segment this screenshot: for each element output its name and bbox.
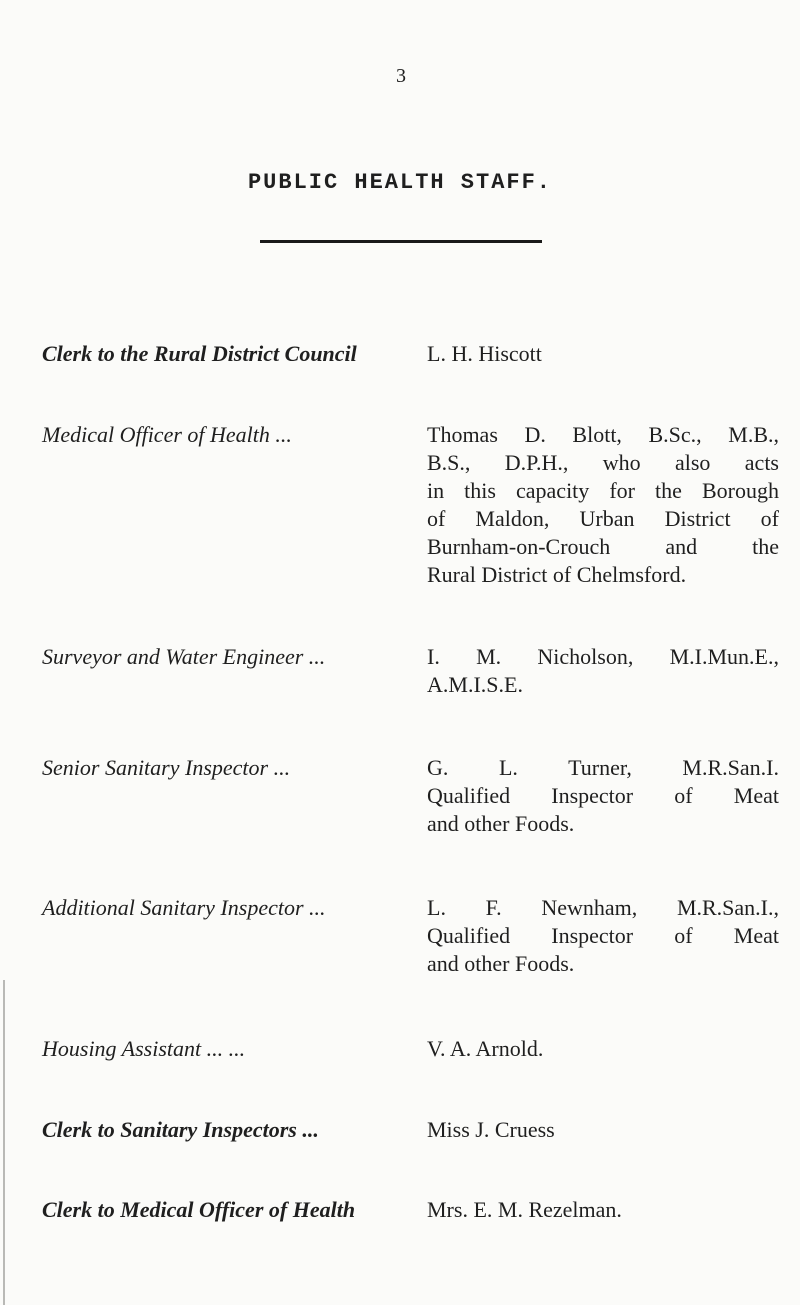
page-number: 3 bbox=[396, 65, 406, 87]
role-label: Surveyor and Water Engineer ... bbox=[42, 644, 326, 669]
role-label: Housing Assistant ... ... bbox=[42, 1036, 246, 1061]
role-label: Clerk to Medical Officer of Health bbox=[42, 1197, 356, 1222]
holder-name bbox=[427, 894, 779, 978]
holder-line: Rural District of Chelmsford. bbox=[427, 562, 687, 587]
holder-name bbox=[427, 1035, 779, 1063]
holder-line: and other Foods. bbox=[427, 811, 575, 836]
holder-line: Burnham-on-Crouch and the bbox=[427, 534, 779, 559]
holder-line: of Maldon, Urban District of bbox=[427, 506, 779, 531]
holder-line: and other Foods. bbox=[427, 951, 575, 976]
holder-name bbox=[427, 643, 779, 699]
page-title: PUBLIC HEALTH STAFF. bbox=[247, 170, 553, 195]
holder-name bbox=[427, 421, 779, 589]
role-label: Clerk to Sanitary Inspectors ... bbox=[42, 1117, 319, 1142]
role-label: Clerk to the Rural District Council bbox=[42, 341, 357, 366]
holder-name bbox=[427, 340, 779, 368]
holder-line: Qualified Inspector of Meat bbox=[427, 923, 779, 948]
holder-line: I. M. Nicholson, M.I.Mun.E., bbox=[427, 644, 779, 669]
holder-name bbox=[427, 1196, 779, 1224]
holder-line: Miss J. Cruess bbox=[427, 1117, 555, 1142]
holder-line: Thomas D. Blott, B.Sc., M.B., bbox=[427, 422, 779, 447]
holder-line: V. A. Arnold. bbox=[427, 1036, 544, 1061]
page-edge-shadow bbox=[3, 980, 5, 1305]
holder-line: A.M.I.S.E. bbox=[427, 672, 523, 697]
holder-line: B.S., D.P.H., who also acts bbox=[427, 450, 779, 475]
role-label: Additional Sanitary Inspector ... bbox=[42, 895, 326, 920]
holder-line: L. H. Hiscott bbox=[427, 341, 542, 366]
holder-line: L. F. Newnham, M.R.San.I., bbox=[427, 895, 779, 920]
holder-line: Qualified Inspector of Meat bbox=[427, 783, 779, 808]
role-label: Senior Sanitary Inspector ... bbox=[42, 755, 291, 780]
holder-name bbox=[427, 1116, 779, 1144]
role-label: Medical Officer of Health ... bbox=[42, 422, 292, 447]
holder-line: in this capacity for the Borough bbox=[427, 478, 779, 503]
holder-name bbox=[427, 754, 779, 838]
holder-line: G. L. Turner, M.R.San.I. bbox=[427, 755, 779, 780]
title-divider bbox=[260, 240, 542, 243]
holder-line: Mrs. E. M. Rezelman. bbox=[427, 1197, 622, 1222]
